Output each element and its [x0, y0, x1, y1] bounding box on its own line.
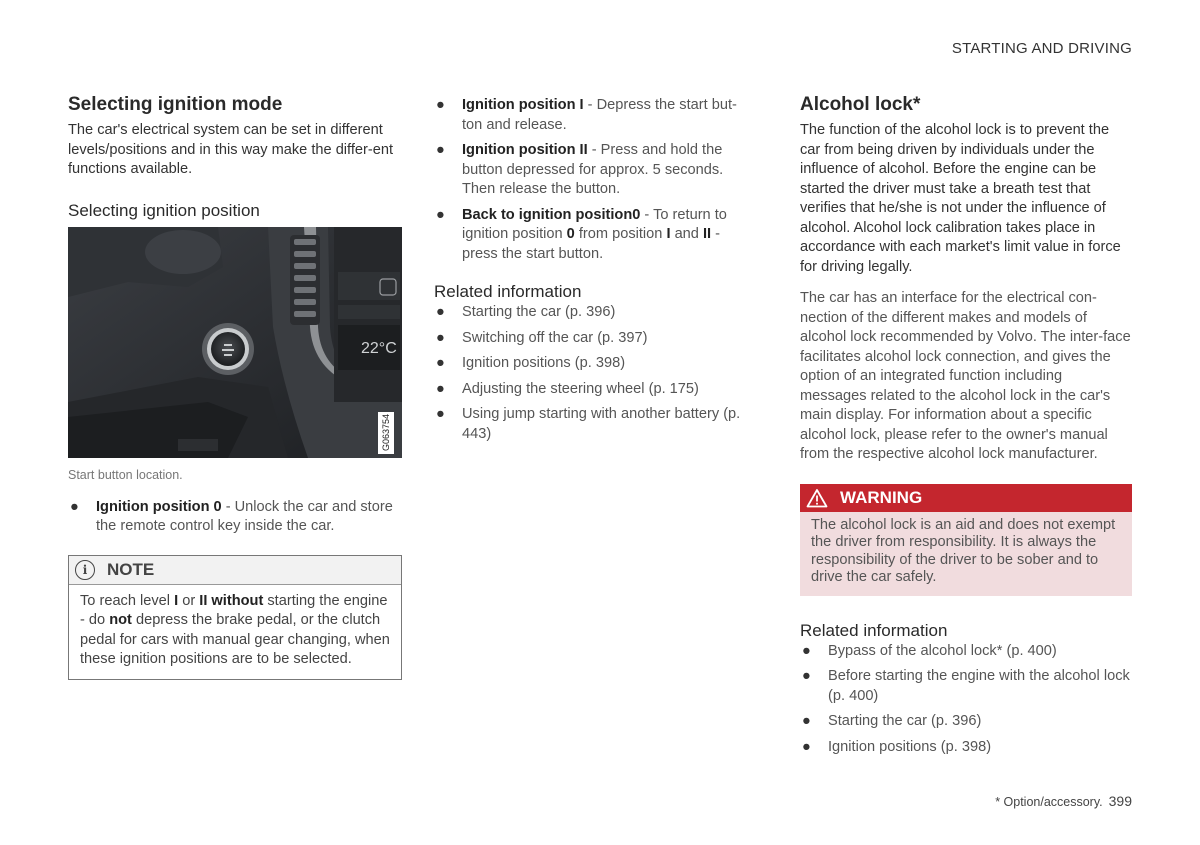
dashboard-illustration: [68, 227, 402, 458]
related-link[interactable]: ● Ignition positions (p. 398): [802, 738, 992, 755]
bullet-bold: I: [666, 226, 671, 242]
ignition-position-list: [434, 96, 754, 264]
bullet-text: - Press and hold the button depressed for approx. 5 seconds. Then release the button.: [462, 142, 724, 197]
note-text: or: [178, 592, 200, 609]
related-link[interactable]: ● Using jump starting with another battery (p. 443): [436, 406, 741, 442]
start-button-photo: [68, 227, 402, 458]
list-item: ● Back to ignition position0 - To return to ignition position 0 from position I and II - press the start button.: [436, 206, 727, 262]
column-middle: [434, 96, 754, 450]
warning-triangle-icon: [806, 488, 828, 508]
display-temperature: 22°C: [361, 339, 397, 357]
warning-body: The alcohol lock is an aid and does not exempt the driver from responsibility. It is always the responsibility of the driver to be sober and to drive the car safely.: [811, 516, 1116, 585]
related-links-list: [800, 642, 1132, 758]
note-bold: II without: [199, 592, 264, 609]
bullet-text: - Depress the start but-ton and release.: [462, 97, 737, 133]
note-bold: I: [174, 592, 179, 609]
note-header: [69, 556, 401, 585]
info-icon: i: [75, 560, 95, 580]
related-link[interactable]: ● Switching off the car (p. 397): [436, 329, 648, 346]
note-body: [69, 585, 401, 679]
subheading-ignition-position: Selecting ignition position: [68, 200, 260, 220]
bullet-bold: 0: [566, 226, 575, 242]
warning-box: [800, 484, 1132, 596]
alcohol-lock-paragraph-2: The car has an interface for the electrical con-nection of the different makes and models of alcohol lock recommended by Volvo. The inter-face facilitates alcohol lock connection, and gives the option of an integrated function including messages related to the alcohol lock in the car's main display. For information about a specific alcohol lock, please refer to the owner's manual from the respective alcohol lock manufacturer.: [800, 290, 1131, 462]
related-link[interactable]: ● Ignition positions (p. 398): [436, 355, 626, 371]
photo-caption: Start button location.: [68, 467, 183, 482]
related-link[interactable]: ● Starting the car (p. 396): [802, 713, 982, 729]
bullet-text: and: [670, 226, 703, 242]
related-information-heading: Related information: [434, 282, 582, 301]
related-link[interactable]: ● Bypass of the alcohol lock* (p. 400): [802, 642, 1057, 659]
bullet-term: Ignition position 0: [96, 498, 222, 515]
related-information-heading: Related information: [800, 620, 948, 640]
heading-selecting-ignition-mode: Selecting ignition mode: [68, 94, 283, 115]
footnote: * Option/accessory.: [995, 795, 1103, 809]
note-title: NOTE: [107, 559, 155, 579]
ignition-position-0-list: [68, 498, 402, 537]
note-box: [68, 555, 402, 680]
bullet-text: - To return to ignition position: [462, 206, 727, 242]
note-text: To reach level: [80, 592, 175, 609]
heading-alcohol-lock: Alcohol lock*: [800, 94, 921, 115]
note-text: depress the brake pedal, or the clutch pedal for cars with manual gear changing, when these ignition positions are to be selected.: [80, 612, 390, 667]
related-link[interactable]: ● Before starting the engine with the alcohol lock (p. 400): [802, 668, 1130, 704]
alcohol-lock-paragraph-1: The function of the alcohol lock is to prevent the car from being driven by individuals under the influence of alcohol. Before the engine can be started the driver must take a breath test that verifies that he/she is not under the influence of alcohol. Alcohol lock calibration takes place in accordance with each market's limit value in force for driving legally.: [800, 122, 1121, 275]
column-right: [800, 94, 1132, 763]
page-footer: [995, 793, 1132, 809]
bullet-text: - Unlock the car and store the remote control key inside the car.: [96, 498, 393, 534]
bullet-term: Back to ignition position0: [462, 206, 641, 223]
bullet-text: from position: [574, 226, 667, 242]
related-link[interactable]: ● Starting the car (p. 396): [436, 304, 616, 320]
list-item: ● Ignition position I - Depress the start but-ton and release.: [436, 97, 737, 133]
column-left: [68, 94, 402, 680]
bullet-text: - press the start button.: [462, 226, 721, 262]
warning-header: [800, 484, 1132, 512]
page-number: 399: [1108, 793, 1132, 809]
note-text: starting the engine - do: [80, 592, 388, 628]
running-header: STARTING AND DRIVING: [951, 40, 1132, 57]
bullet-term: Ignition position II: [462, 142, 588, 158]
warning-title: WARNING: [840, 487, 923, 507]
bullet-bold: II: [702, 226, 712, 242]
note-bold: not: [109, 612, 132, 628]
intro-paragraph: The car's electrical system can be set in different levels/positions and in this way make the differ-ent functions available.: [68, 122, 394, 177]
related-links-list: [434, 303, 754, 444]
image-code: G063754: [381, 413, 391, 451]
list-item: ● Ignition position 0 - Unlock the car and store the remote control key inside the car.: [70, 498, 393, 534]
list-item: ● Ignition position II - Press and hold the button depressed for approx. 5 seconds. Then release the button.: [436, 142, 724, 197]
related-link[interactable]: ● Adjusting the steering wheel (p. 175): [436, 380, 699, 397]
bullet-term: Ignition position I: [462, 97, 584, 113]
